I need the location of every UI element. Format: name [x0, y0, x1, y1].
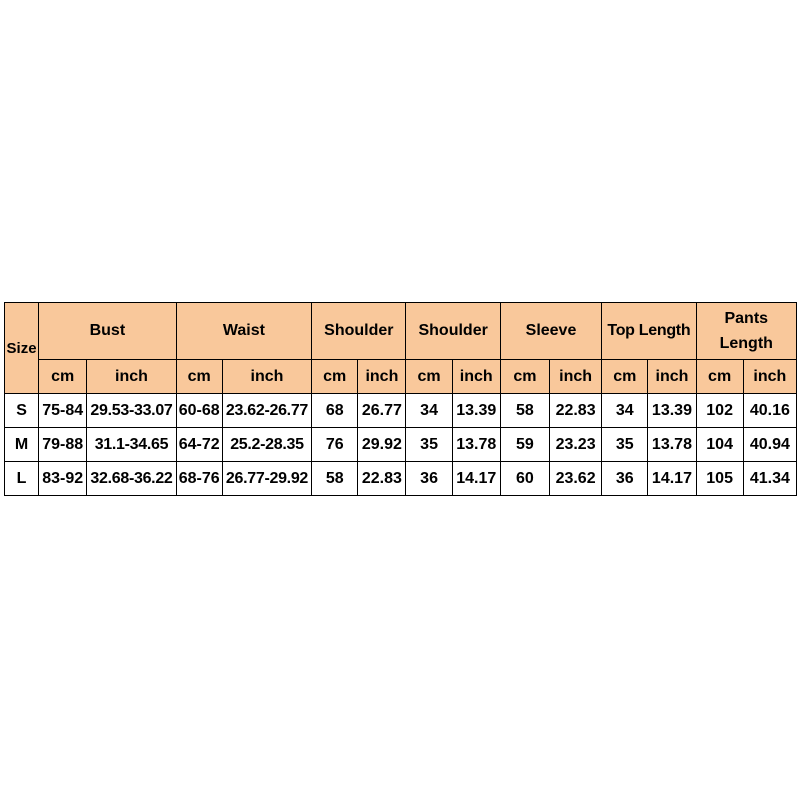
unit-header: inch [550, 360, 602, 394]
unit-header: cm [312, 360, 358, 394]
unit-header: inch [87, 360, 176, 394]
table-cell: 59 [500, 428, 549, 462]
table-cell: 40.94 [743, 428, 796, 462]
table-row [5, 394, 797, 428]
table-cell: 60-68 [176, 394, 222, 428]
table-cell: 26.77-29.92 [222, 462, 311, 496]
table-cell: 26.77 [358, 394, 406, 428]
table-cell: 76 [312, 428, 358, 462]
table-cell: 13.78 [648, 428, 696, 462]
table-cell: 79-88 [39, 428, 87, 462]
table-row [5, 462, 797, 496]
top-length-header: Top Length [602, 303, 696, 360]
table-cell: 13.78 [452, 428, 500, 462]
shoulder-header-2: Shoulder [406, 303, 500, 360]
table-cell: 60 [500, 462, 549, 496]
unit-header: inch [743, 360, 796, 394]
sleeve-header: Sleeve [500, 303, 601, 360]
table-cell: 64-72 [176, 428, 222, 462]
table-cell: 102 [696, 394, 743, 428]
table-cell: 35 [406, 428, 452, 462]
unit-header: inch [648, 360, 696, 394]
unit-header: cm [500, 360, 549, 394]
table-cell: 32.68-36.22 [87, 462, 176, 496]
table-cell: 40.16 [743, 394, 796, 428]
table-cell: 41.34 [743, 462, 796, 496]
unit-header: cm [39, 360, 87, 394]
table-row [5, 428, 797, 462]
table-cell: 58 [312, 462, 358, 496]
table-cell: 29.92 [358, 428, 406, 462]
unit-header: cm [602, 360, 648, 394]
table-cell: 14.17 [648, 462, 696, 496]
table-cell: 104 [696, 428, 743, 462]
table-cell: 22.83 [550, 394, 602, 428]
table-cell: 29.53-33.07 [87, 394, 176, 428]
table-cell: 34 [406, 394, 452, 428]
table-cell: 35 [602, 428, 648, 462]
unit-header: cm [176, 360, 222, 394]
table-cell: 105 [696, 462, 743, 496]
size-chart-table [4, 302, 797, 496]
waist-header: Waist [176, 303, 312, 360]
unit-header: inch [222, 360, 311, 394]
table-cell: 34 [602, 394, 648, 428]
table-cell: 25.2-28.35 [222, 428, 311, 462]
size-cell: M [5, 428, 39, 462]
size-header: Size [5, 303, 39, 394]
table-cell: 83-92 [39, 462, 87, 496]
table-cell: 13.39 [648, 394, 696, 428]
table-cell: 58 [500, 394, 549, 428]
size-cell: L [5, 462, 39, 496]
unit-header: inch [358, 360, 406, 394]
unit-header: cm [406, 360, 452, 394]
table-cell: 68-76 [176, 462, 222, 496]
bust-header: Bust [39, 303, 177, 360]
table-cell: 22.83 [358, 462, 406, 496]
shoulder-header: Shoulder [312, 303, 406, 360]
unit-header: cm [696, 360, 743, 394]
pants-length-header: Pants Length [696, 303, 796, 360]
table-cell: 36 [406, 462, 452, 496]
table-cell: 36 [602, 462, 648, 496]
header-row-groups [5, 303, 797, 360]
table-cell: 31.1-34.65 [87, 428, 176, 462]
table-cell: 68 [312, 394, 358, 428]
size-cell: S [5, 394, 39, 428]
table-cell: 75-84 [39, 394, 87, 428]
table-cell: 23.23 [550, 428, 602, 462]
unit-header: inch [452, 360, 500, 394]
table-cell: 23.62 [550, 462, 602, 496]
header-row-units [5, 360, 797, 394]
table-cell: 14.17 [452, 462, 500, 496]
table-cell: 13.39 [452, 394, 500, 428]
table-cell: 23.62-26.77 [222, 394, 311, 428]
